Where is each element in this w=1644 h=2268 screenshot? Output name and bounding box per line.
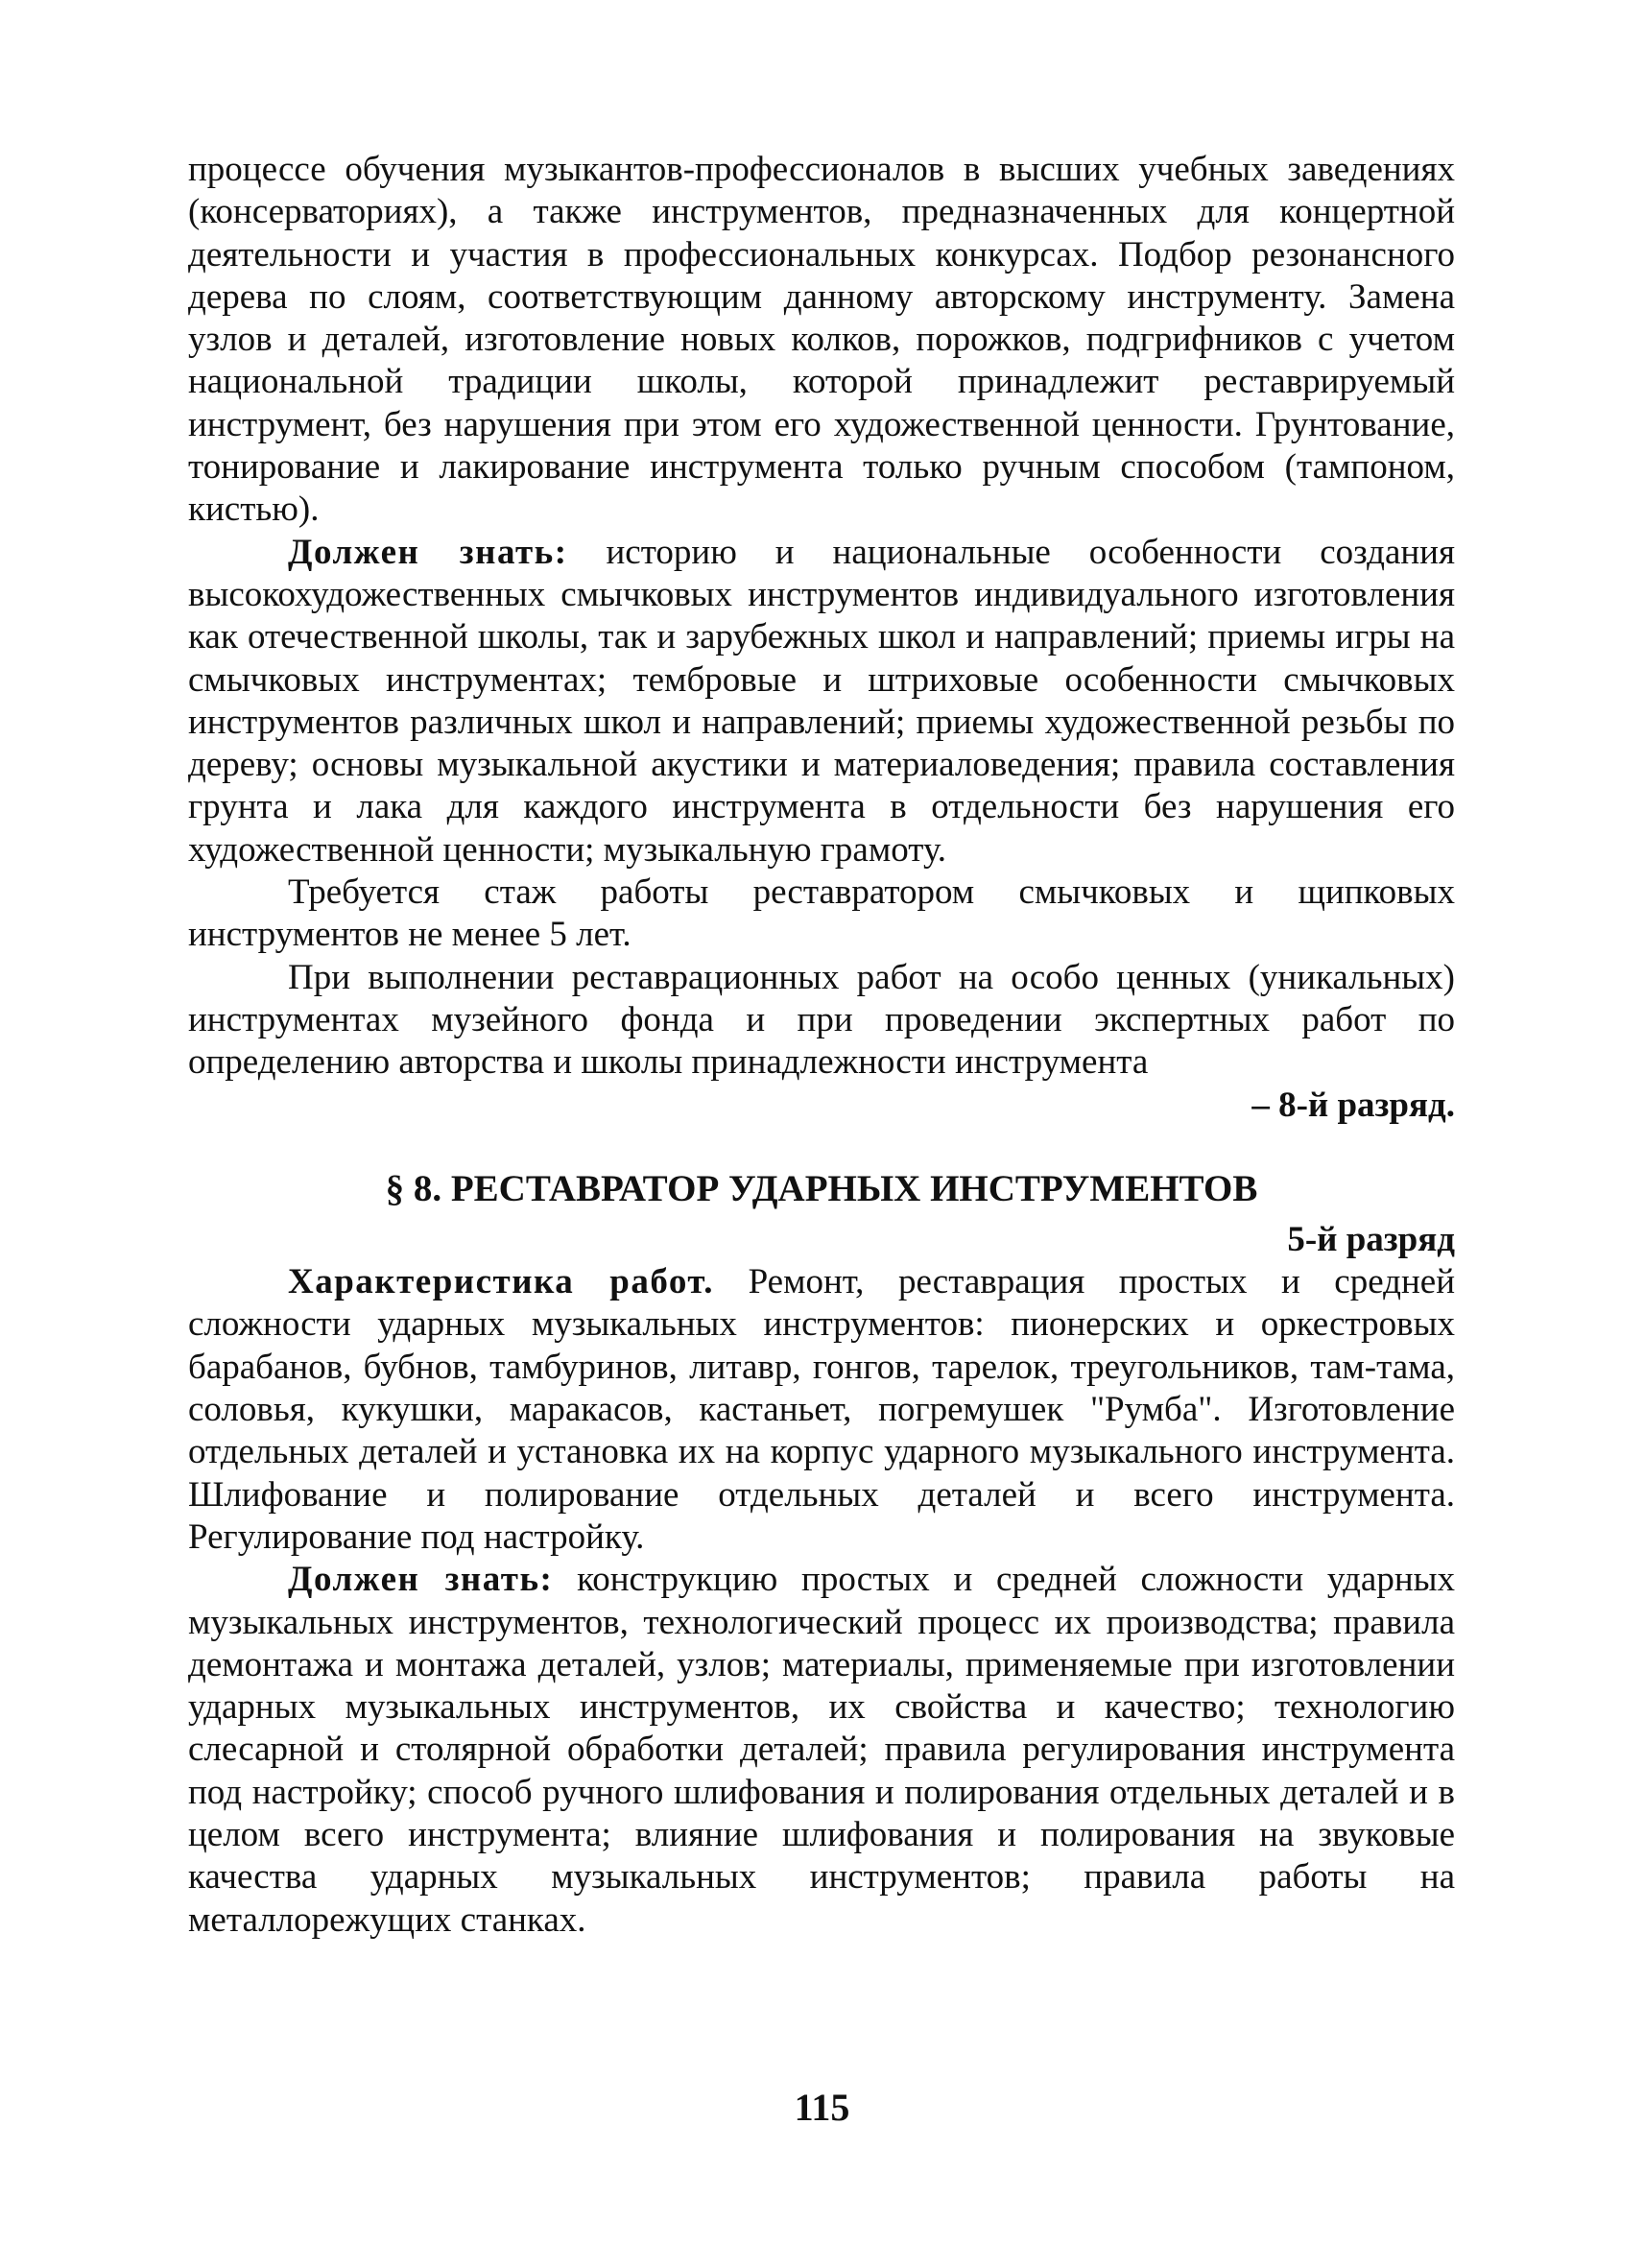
knowledge-text-2: конструкцию простых и средней сложности ударных музыкальных инструментов, технологический процесс их производства; правила демонтажа и монтажа деталей, узлов; материалы, применяемые при изготовлении ударных музыкальных инструментов, их свойства и качество; технологию слесарной и столярной обработки деталей; правила регулирования инструмента под настройку; способ ручного шлифования и полирования отдельных деталей и в целом всего инструмента; влияние шлифования и полирования на звуковые качества ударных музыкальных инструментов; правила работы на металлорежущих станках. [188, 1560, 1455, 1940]
grade-8: – 8-й разряд. [1251, 1085, 1455, 1125]
characteristics-label: Характеристика работ. [288, 1262, 715, 1302]
knowledge-text: историю и национальные особенности создания высокохудожественных смычковых инструментов индивидуального изготовления как отечественной школы, так и зарубежных школ и направлений; приемы игры на смычковых инструментах; тембровые и штриховые особенности смычковых инструментов различных школ и направлений; приемы художественной резьбы по дереву; основы музыкальной акустики и материаловедения; правила составления грунта и лака для каждого инструмента в отдельности без нарушения его художественной ценности; музыкальную грамоту. [188, 532, 1455, 870]
paragraph-knowledge-percussion [188, 1559, 1455, 1942]
paragraph-continuation: процессе обучения музыкантов-профессионалов в высших учебных заведениях (консерваториях), а также инструментов, предназначенных для концертной деятельности и участия в профессиональных конкурсах. Подбор резонансного дерева по слоям, соответствующим данному авторскому инструменту. Замена узлов и деталей, изготовление новых колков, порожков, подгрифников с учетом национальной традиции школы, которой принадлежит реставрируемый инструмент, без нарушения при этом его художественной ценности. Грунтование, тонирование и лакирование инструмента только ручным способом (тампоном, кистью). [188, 150, 1455, 530]
paragraph-work-characteristics [188, 1261, 1455, 1559]
page-number: 115 [794, 2086, 850, 2129]
knowledge-label-2: Должен знать: [288, 1560, 554, 1600]
characteristics-text: Ремонт, реставрация простых и средней сложности ударных музыкальных инструментов: пионерских и оркестровых барабанов, бубнов, тамбуринов, литавр, гонгов, тарелок, треугольников, там-тама, соловья, кукушки, маракасов, кастаньет, погремушек "Румба". Изготовление отдельных деталей и установка их на корпус ударного музыкального инструмента. Шлифование и полирование отдельных деталей и всего инструмента. Регулирование под настройку. [188, 1262, 1455, 1557]
paragraph-experience: Требуется стаж работы реставратором смычковых и щипковых инструментов не менее 5 лет. [188, 872, 1455, 955]
grade-5: 5-й разряд [1287, 1219, 1455, 1259]
page-body [188, 149, 1455, 1942]
paragraph-museum-work: При выполнении реставрационных работ на особо ценных (уникальных) инструментах музейного фонда и при проведении экспертных работ по определению авторства и школы принадлежности инструмента [188, 957, 1455, 1083]
knowledge-label: Должен знать: [288, 532, 568, 572]
paragraph-knowledge-bowed [188, 532, 1455, 871]
section-title: § 8. РЕСТАВРАТОР УДАРНЫХ ИНСТРУМЕНТОВ [385, 1167, 1258, 1209]
